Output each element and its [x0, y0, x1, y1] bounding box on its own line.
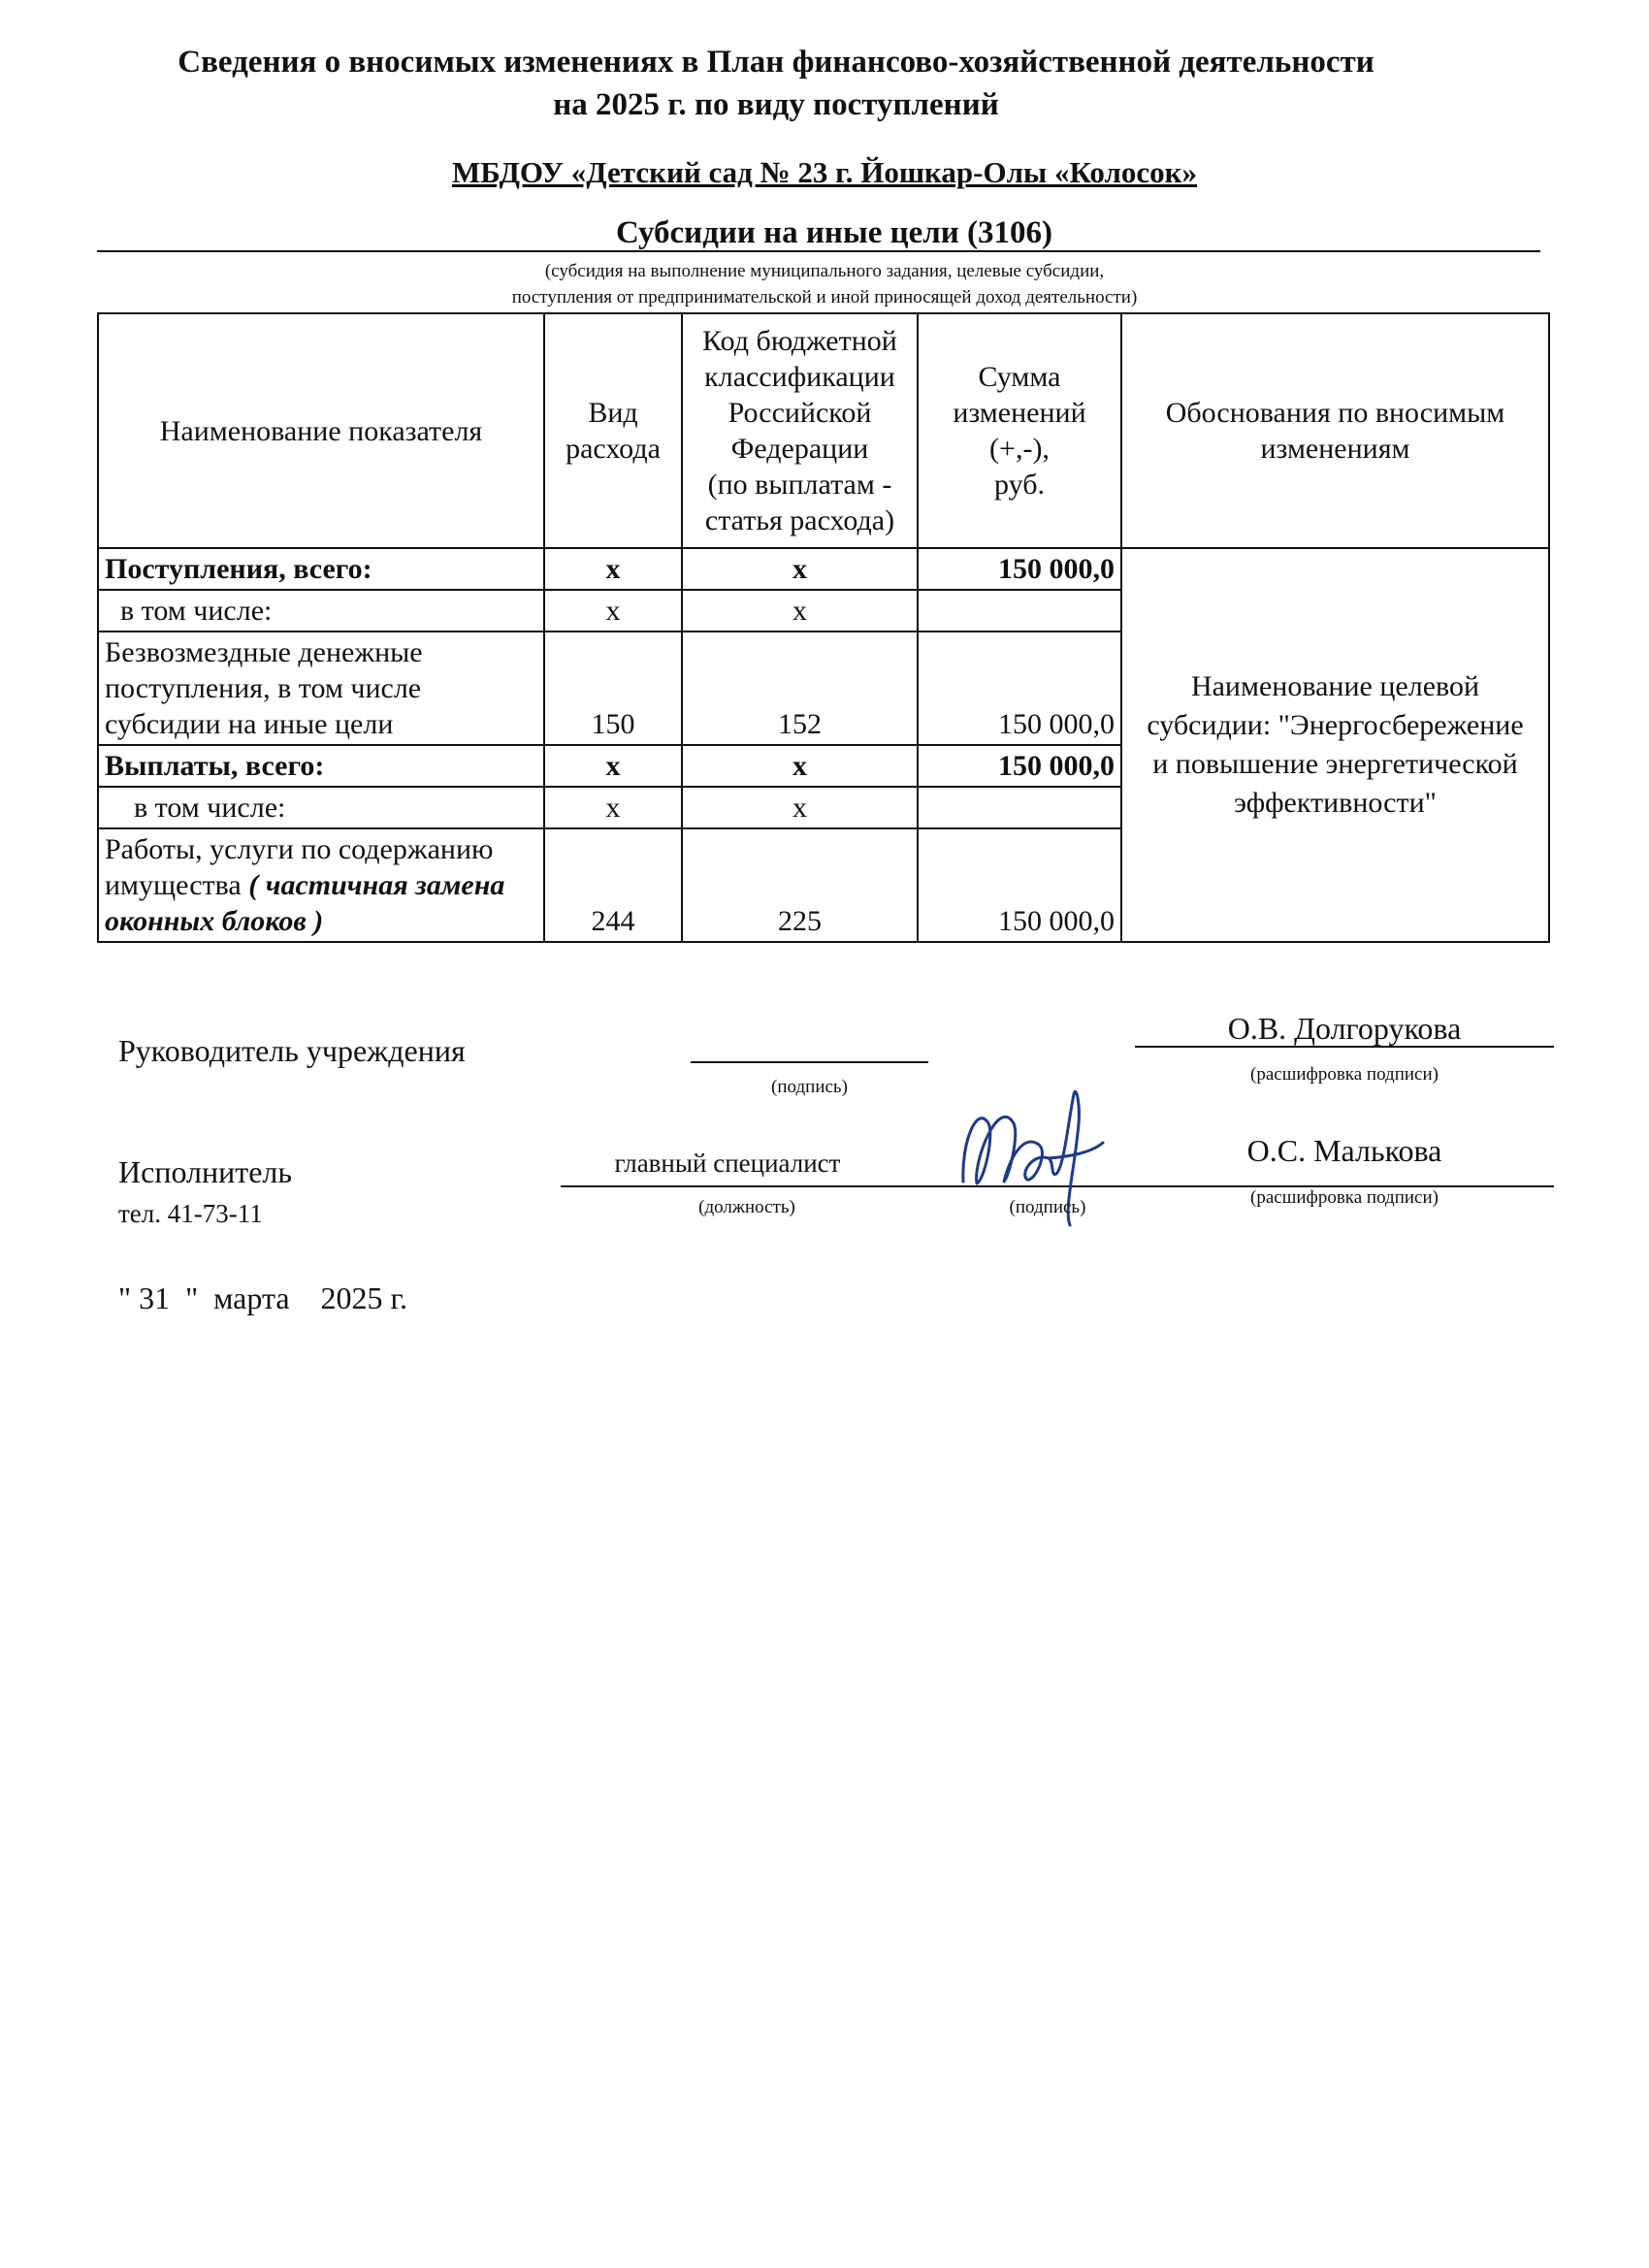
executor-name-caption: (расшифровка подписи) — [1250, 1187, 1439, 1208]
row-code: 152 — [682, 632, 918, 745]
row-code: x — [682, 787, 918, 828]
basis-line-1: Наименование целевой — [1190, 670, 1480, 702]
row-sum — [918, 590, 1121, 632]
row-kind: x — [544, 745, 682, 787]
row-name: Безвозмездные денежные поступления, в том числе субсидии на иные цели — [98, 632, 544, 745]
row-name: Работы, услуги по содержанию имущества ( частичная замена оконных блоков ) — [98, 828, 544, 942]
row-code: x — [682, 745, 918, 787]
changes-table — [97, 312, 1550, 943]
head-signature-line — [691, 1061, 928, 1063]
title-line-1: Сведения о вносимых изменениях в План финансово-хозяйственной деятельности — [178, 45, 1374, 80]
head-name-caption: (расшифровка подписи) — [1250, 1064, 1439, 1085]
basis-line-4: эффективности" — [1234, 787, 1437, 819]
head-name: О.В. Долгорукова — [1227, 1011, 1462, 1046]
row-sum — [918, 787, 1121, 828]
subsidy-note — [291, 258, 1358, 310]
basis-line-3: и повышение энергетической — [1152, 748, 1518, 780]
document-title — [146, 41, 1406, 126]
executor-name: О.С. Малькова — [1246, 1133, 1442, 1168]
table-header-row — [98, 313, 1549, 548]
subsidy-underline — [97, 250, 1540, 252]
row-sum: 150 000,0 — [918, 828, 1121, 942]
head-signature-caption: (подпись) — [771, 1077, 848, 1097]
title-line-2: на 2025 г. по виду поступлений — [553, 87, 999, 122]
head-label: Руководитель учреждения — [118, 1033, 466, 1068]
row-kind: x — [544, 590, 682, 632]
column-header-basis: Обоснования по вносимым изменениям — [1121, 313, 1549, 548]
column-header-kind: Вид расхода — [544, 313, 682, 548]
row-kind: 150 — [544, 632, 682, 745]
executor-phone: тел. 41-73-11 — [118, 1199, 263, 1228]
row-name: Выплаты, всего: — [98, 745, 544, 787]
row-sum: 150 000,0 — [918, 632, 1121, 745]
executor-label: Исполнитель — [118, 1154, 292, 1189]
position-caption: (должность) — [698, 1197, 795, 1217]
row-name: в том числе: — [98, 787, 544, 828]
basis-line-2: субсидии: "Энергосбережение — [1147, 709, 1524, 741]
table-row — [98, 548, 1549, 590]
basis-cell — [1121, 548, 1549, 942]
head-name-line — [1135, 1046, 1554, 1048]
document-date: " 31 " марта 2025 г. — [118, 1280, 408, 1315]
row-kind: 244 — [544, 828, 682, 942]
row-name: Поступления, всего: — [98, 548, 544, 590]
column-header-sum: Сумма изменений (+,-), руб. — [918, 313, 1121, 548]
executor-position: главный специалист — [614, 1149, 841, 1178]
row-kind: x — [544, 548, 682, 590]
row-sum: 150 000,0 — [918, 745, 1121, 787]
executor-signature-caption: (подпись) — [1009, 1197, 1086, 1217]
row-code: x — [682, 548, 918, 590]
row-sum: 150 000,0 — [918, 548, 1121, 590]
subsidy-type: Субсидии на иные цели (3106) — [615, 215, 1053, 250]
note-line-1: (субсидия на выполнение муниципального задания, целевые субсидии, — [544, 261, 1105, 281]
row-code: x — [682, 590, 918, 632]
row-kind: x — [544, 787, 682, 828]
note-line-2: поступления от предпринимательской и иной приносящей доход деятельности) — [511, 287, 1138, 308]
row-name: в том числе: — [98, 590, 544, 632]
row-code: 225 — [682, 828, 918, 942]
column-header-name: Наименование показателя — [98, 313, 544, 548]
organization-name: МБДОУ «Детский сад № 23 г. Йошкар-Олы «Колосок» — [452, 155, 1197, 189]
column-header-code: Код бюджетной классификации Российской Федерации (по выплатам - статья расхода) — [682, 313, 918, 548]
